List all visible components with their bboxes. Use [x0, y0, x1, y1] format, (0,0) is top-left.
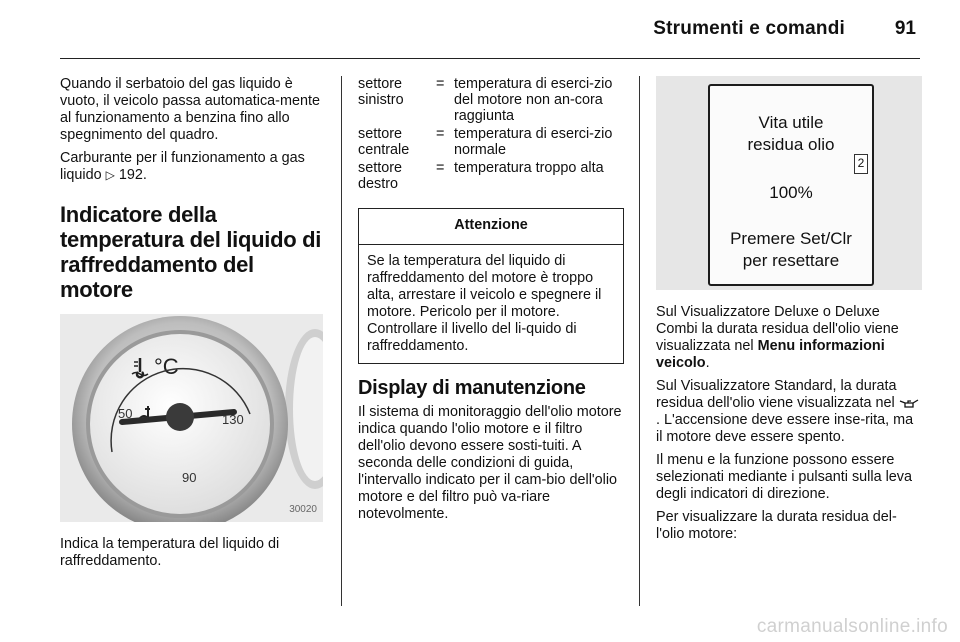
- definition-equals: =: [436, 76, 445, 92]
- standard-text-end: . L'accensione deve essere inse-rita, ma il motore deve essere spento.: [656, 412, 914, 445]
- definition-row: [358, 160, 624, 194]
- oil-life-display: [708, 84, 874, 286]
- definition-term: settore centrale: [358, 126, 410, 158]
- standard-paragraph: [656, 378, 922, 446]
- warning-box: [358, 208, 624, 364]
- deluxe-text: Sul Visualizzatore Deluxe o Deluxe Combi la durata residua dell'olio viene visualizzata nel: [656, 304, 899, 354]
- gauge-tick-low: 50: [118, 406, 133, 421]
- display-action-1: Premere Set/Clr: [730, 229, 852, 248]
- coolant-gauge-figure: [60, 314, 323, 522]
- column-divider-1: [341, 76, 342, 606]
- definition-description: temperatura di eserci-zio del motore non an-cora raggiunta: [454, 76, 613, 124]
- definition-equals: =: [436, 160, 445, 176]
- coolant-description: Indica la temperatura del liquido di raffreddamento.: [60, 536, 280, 569]
- site-watermark: carmanualsonline.info: [756, 616, 948, 637]
- definition-term: settore destro: [358, 160, 402, 192]
- definition-equals: =: [436, 126, 445, 142]
- deluxe-paragraph: [656, 304, 922, 372]
- display-line-1: Vita utile: [758, 113, 824, 132]
- reference-arrow-icon: ▷: [105, 168, 115, 182]
- display-page-badge: 2: [854, 154, 868, 174]
- section-title: Strumenti e comandi: [653, 18, 845, 39]
- lpg-paragraph: Quando il serbatoio del gas liquido è vuoto, il veicolo passa automatica-mente al funzionamento a benzina fino allo spegnimento del quadro.: [60, 76, 320, 143]
- lpg-fuel-text: Carburante per il funzionamento a gas liquido: [60, 150, 305, 183]
- definition-row: [358, 126, 624, 160]
- display-action-2: per resettare: [742, 251, 840, 270]
- instruction-paragraph: Per visualizzare la durata residua del-l'olio motore:: [656, 509, 897, 542]
- column-right: [656, 76, 922, 549]
- definition-description: temperatura troppo alta: [454, 160, 604, 176]
- gauge-tick-mid: 90: [182, 470, 197, 485]
- vehicle-info-menu: Menu informazioni veicolo: [656, 338, 885, 371]
- lpg-fuel-paragraph: [60, 150, 325, 184]
- maintenance-paragraph: Il sistema di monitoraggio dell'olio motore indica quando l'olio motore e il filtro dell'olio devono essere sosti-tuiti. A seconda delle condizioni di guida, l'intervallo indicato per il cam-bio dell'olio motore e del filtro può va-riare notevolmente.: [358, 404, 622, 522]
- definition-term: settore sinistro: [358, 76, 404, 108]
- oil-can-icon: [899, 395, 919, 411]
- definition-description: temperatura di eserci-zio normale: [454, 126, 613, 158]
- coolant-heading: Indicatore della temperatura del liquido di raffreddamento del motore: [60, 202, 322, 302]
- gauge-tick-high: 130: [222, 412, 244, 427]
- figure-number: 30020: [289, 504, 317, 515]
- page-reference-link[interactable]: 192.: [118, 167, 147, 183]
- sector-definitions: [358, 76, 624, 194]
- warning-title: Attenzione: [359, 209, 623, 245]
- maintenance-heading: Display di manutenzione: [358, 377, 586, 399]
- coolant-gauge-illustration: [60, 314, 323, 522]
- header-divider: [60, 58, 920, 59]
- warning-body: Se la temperatura del liquido di raffreddamento del motore è troppo alta, arrestare il veicolo e spegnere il motore. Pericolo per il motore. Controllare il livello del li-quido di raffreddamento.: [367, 253, 602, 354]
- display-percent: 100%: [769, 183, 813, 202]
- display-line-2: residua olio: [747, 135, 835, 154]
- standard-text: Sul Visualizzatore Standard, la durata residua dell'olio viene visualizzata nel: [656, 378, 897, 411]
- page-number: 91: [894, 18, 916, 39]
- definition-row: [358, 76, 624, 126]
- column-divider-2: [639, 76, 640, 606]
- menu-paragraph: Il menu e la funzione possono essere selezionati mediante i pulsanti sulla leva degli indicatori di direzione.: [656, 452, 912, 502]
- page-header: [0, 0, 960, 60]
- column-middle: [358, 76, 624, 529]
- oil-life-display-figure: [656, 76, 922, 290]
- column-left: [60, 76, 325, 576]
- gauge-unit-label: °C: [154, 354, 179, 379]
- deluxe-text-end: .: [705, 355, 710, 371]
